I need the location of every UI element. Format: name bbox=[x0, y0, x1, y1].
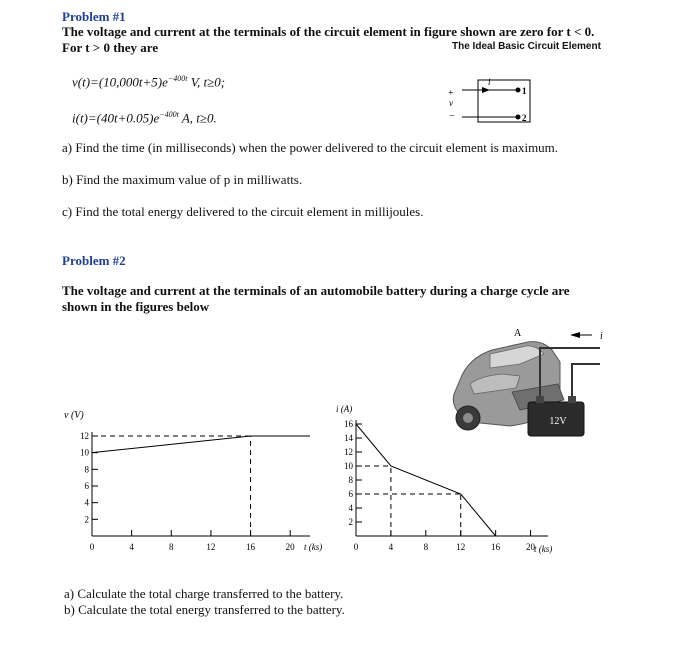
voltage-eq-tail: V, t≥0; bbox=[187, 74, 226, 90]
vchart-x-tick-label: 0 bbox=[89, 542, 95, 552]
problem2-question-a: a) Calculate the total charge transferred to the battery. bbox=[64, 586, 344, 601]
problem2-title: Problem #2 bbox=[62, 253, 126, 268]
ichart-x-tick-label: 16 bbox=[491, 542, 501, 552]
voltage-eq-main: v(t)=(10,000t+5)e bbox=[72, 74, 168, 90]
current-label: i bbox=[488, 77, 491, 87]
current-eq-main: i(t)=(40t+0.05)e bbox=[72, 110, 160, 126]
vchart-y-tick-label: 6 bbox=[84, 481, 89, 491]
battery-current-label: i bbox=[600, 331, 603, 342]
ichart-x-tick-label: 12 bbox=[456, 542, 466, 552]
current-chart-ylabel: i (A) bbox=[336, 404, 353, 414]
ichart-y-tick-label: 4 bbox=[348, 503, 353, 513]
ichart-y-tick-label: 10 bbox=[344, 461, 353, 471]
battery-voltage-label: 12V bbox=[549, 416, 567, 427]
vchart-y-tick-label: 4 bbox=[84, 497, 89, 508]
problem1-question-c: c) Find the total energy delivered to the circuit element in millijoules. bbox=[62, 204, 424, 219]
voltage-chart-ylabel: v (V) bbox=[64, 410, 84, 421]
terminal1-dot bbox=[516, 88, 521, 93]
battery-current-arrow-icon bbox=[570, 332, 580, 338]
ammeter-label: A bbox=[514, 328, 522, 339]
voltage-chart-xlabel: t (ks) bbox=[304, 542, 323, 552]
problem1-question-b: b) Find the maximum value of p in milliwatts. bbox=[62, 172, 303, 187]
ichart-y-tick-label: 8 bbox=[348, 475, 353, 485]
ichart-y-tick-label: 12 bbox=[344, 447, 353, 457]
terminal2-dot bbox=[516, 115, 521, 120]
vchart-x-tick-label: 20 bbox=[285, 542, 295, 552]
problem2-intro-line2: shown in the figures below bbox=[62, 299, 210, 314]
ichart-series-line bbox=[356, 424, 496, 536]
problem1-intro-line1: The voltage and current at the terminals of the circuit element in figure shown are zero for t < 0. bbox=[62, 24, 595, 39]
problem2-intro-line1: The voltage and current at the terminals of an automobile battery during a charge cycle are bbox=[62, 283, 570, 298]
problem1-intro-line2: For t > 0 they are bbox=[62, 40, 159, 55]
terminal1-label: 1 bbox=[522, 86, 527, 96]
problem2-question-b: b) Calculate the total energy transferred to the battery. bbox=[64, 602, 345, 617]
voltage-chart bbox=[58, 405, 326, 560]
vchart-x-tick-label: 16 bbox=[246, 542, 256, 552]
ichart-y-tick-label: 14 bbox=[344, 433, 353, 443]
ichart-x-tick-label: 8 bbox=[423, 542, 429, 552]
current-eq-tail: A, t≥0. bbox=[178, 110, 217, 126]
vchart-x-tick-label: 8 bbox=[169, 542, 174, 552]
circuit-element-figure bbox=[440, 72, 550, 134]
problem1-title: Problem #1 bbox=[62, 9, 126, 24]
vchart-x-tick-label: 12 bbox=[206, 542, 216, 552]
vchart-y-tick-label: 12 bbox=[80, 431, 89, 441]
current-eq-exponent: −400t bbox=[159, 110, 179, 119]
minus-label: − bbox=[449, 111, 455, 122]
vchart-y-tick-label: 10 bbox=[80, 447, 89, 458]
voltage-equation bbox=[72, 74, 225, 90]
vchart-series-line bbox=[92, 436, 310, 453]
battery-terminal-pos bbox=[568, 396, 576, 403]
vchart-y-tick-label: 8 bbox=[84, 464, 89, 475]
ichart-x-tick-label: 4 bbox=[388, 542, 394, 552]
problem1-question-a: a) Find the time (in milliseconds) when the power delivered to the circuit element is maximum. bbox=[62, 140, 559, 155]
plus-label: + bbox=[448, 88, 454, 99]
current-chart bbox=[326, 400, 566, 560]
voltage-label: v bbox=[449, 98, 453, 108]
ichart-x-tick-label: 0 bbox=[353, 542, 359, 552]
ichart-x-tick-label: 20 bbox=[526, 542, 536, 552]
current-equation bbox=[72, 110, 217, 126]
terminal2-label: 2 bbox=[522, 113, 527, 123]
ichart-y-tick-label: 6 bbox=[348, 489, 353, 499]
figure-caption: The Ideal Basic Circuit Element bbox=[452, 41, 601, 52]
battery-cable-2 bbox=[572, 364, 600, 396]
ichart-y-tick-label: 16 bbox=[344, 419, 353, 429]
current-chart-xlabel: t (ks) bbox=[534, 544, 553, 554]
vchart-x-tick-label: 4 bbox=[129, 542, 134, 552]
vchart-y-tick-label: 2 bbox=[84, 514, 89, 525]
voltage-eq-exponent: −400t bbox=[167, 74, 188, 83]
ichart-y-tick-label: 2 bbox=[348, 517, 353, 527]
